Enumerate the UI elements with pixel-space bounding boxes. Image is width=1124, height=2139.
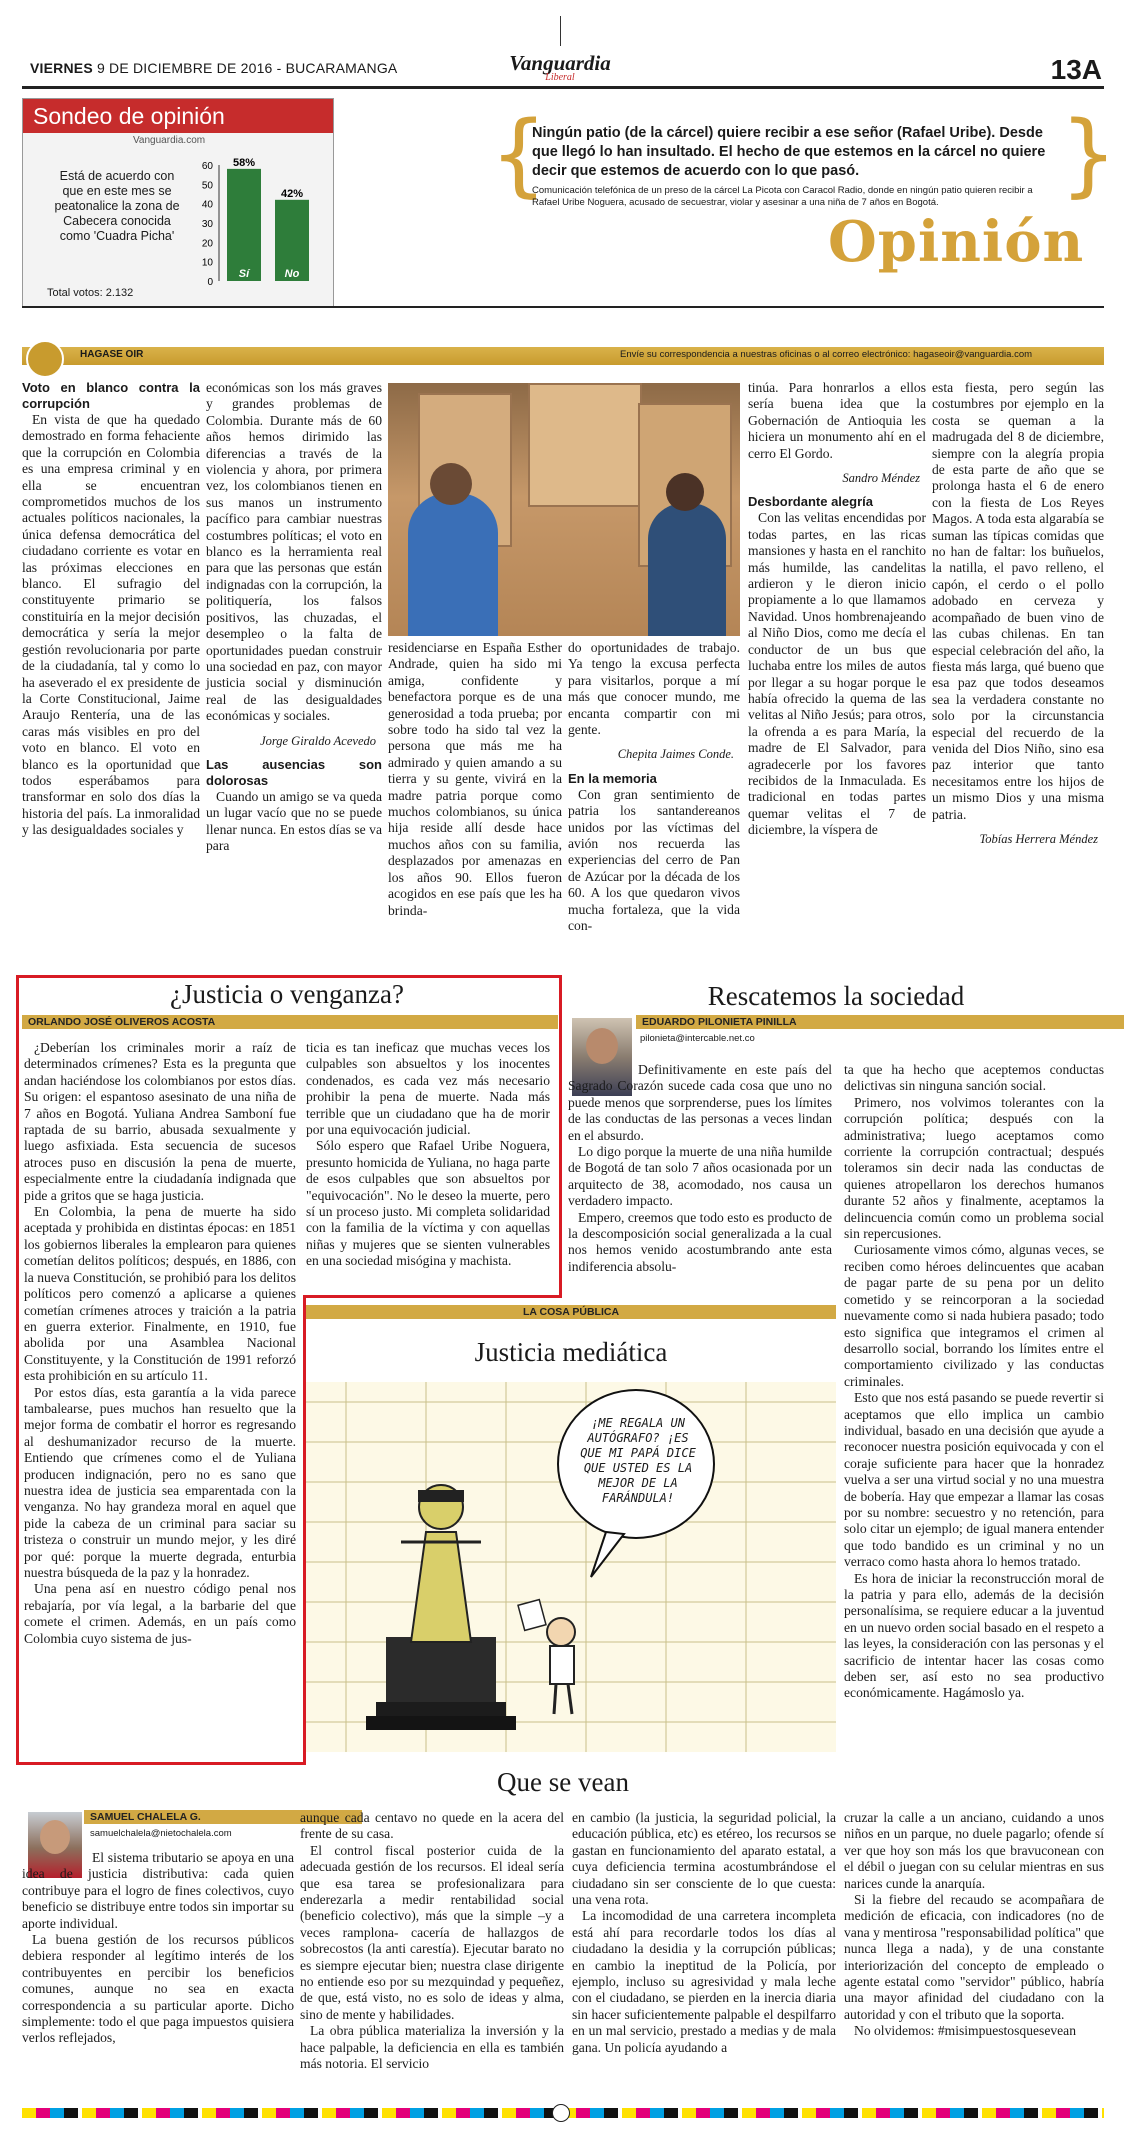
letter-signature: Jorge Giraldo Acevedo [260, 733, 376, 748]
article3-paragraph: La incomodidad de una carretera incompleta está ahí para recordarle todos los días al ciudadano la desidia y la corrupción públicas; en cambio la ineptitud de la Policía, por ejemplo, incluso su agresividad y mala leche con el ciudadano, se pierden en la inercia diaria sin hacer suficientemente palpable el despilfarro en un mal servicio, prestado a medias y de mala gana. Un policía ayudando a [572, 1908, 836, 2055]
letters-col-1 [22, 380, 200, 839]
article1-paragraph: ticia es tan ineficaz que muchas veces los culpables son absueltos y los inocentes condenados, es cada vez más necesario prohibir la pena de muerte. Nada más terrible que un ciudadano que ha de morir por una equivocación judicial. [306, 1040, 550, 1138]
masthead-weekday: VIERNES [30, 60, 93, 76]
letters-col-3 [388, 640, 562, 919]
poll-question: Está de acuerdo con que en este mes se peatonalice la zona de Cabecera conocida como 'Cuadra Picha' [54, 169, 180, 243]
article2-email: pilonieta@intercable.net.co [640, 1033, 755, 1044]
letter-headline: Desbordante alegría [748, 494, 873, 510]
letter-paragraph: residenciarse en España Esther Andrade, quien ha sido mi amiga, confidente y benefactora porque es de una generosidad a toda prueba; por sobre todo ha sido tal vez la persona que más me ha admirado y quien amando a su tierra y su gente, vivirá en la madre patria porque como muchos colombianos, su única hija reside allí desde hace muchos años con su familia, desplazados por amenazas en los años 90. Ellos fueron acogidos en ese país que les ha brinda- [388, 640, 562, 918]
article3-col-4 [844, 1810, 1104, 2040]
poll-axis-tick: 0 [207, 277, 213, 288]
article2-paragraph: Es hora de iniciar la reconstrucción moral de la patria y para ello, además de la decisión personalísima, se requiere educar a la juventud en un nuevo orden social basado en el respeto a las leyes, la consideración con las personas y el sacrificio de intentar hacer las cosas como deben ser, así esto no sea productivo económicamente. Hagámoslo ya. [844, 1570, 1104, 1701]
article1-title: ¿Justicia o venganza? [170, 979, 404, 1009]
poll-total: Total votos: 2.132 [47, 287, 134, 299]
article1-col-2 [306, 1040, 550, 1270]
poll-box [22, 98, 334, 308]
quote-text: Ningún patio (de la cárcel) quiere recibir a ese señor (Rafael Uribe). Desde que llegó lo han insultado. El hecho de que estemos en la cárcel no quiere decir que estemos de acuerdo con lo que pasó. [532, 125, 1046, 179]
article3-paragraph: en cambio (la justicia, la seguridad policial, la educación pública, etc) es etéreo, los recursos se gastan en funcionamiento del aparato estatal, a cuya deficiencia termina acostumbrándose el ciudadano sin ser consciente de lo que cuesta: una vena rota. [572, 1810, 836, 1908]
letter-signature: Chepita Jaimes Conde. [617, 747, 734, 762]
letter-paragraph: esta fiesta, pero según las costumbres por ejemplo en la costa se queman a la madrugada del 8 de diciembre, siempre con la alegría propia de esta parte de año que se prolonga hasta el 6 de enero con la fiesta de Los Reyes Magos. A toda esta algarabía se suman las típicas comidas que no han de faltar: los buñuelos, la natilla, el pavo relleno, el capón, el cerdo o el pollo adobado en cerveza y acompañado de buen vino de las cubas chilenas. En tan especial celebración del año, la fiesta más larga, qué bueno que esa paz que todos deseamos sea la verdadera constante no solo por la circunstancia especial del recuerdo de la venida del Dios Niño, sino esa paz interior que tanto necesitamos entre los hijos de un mismo Dios y una misma patria. [932, 380, 1104, 822]
article2-paragraph: ta que ha hecho que aceptemos conductas delictivas sin ninguna sanción social. [844, 1062, 1104, 1094]
letter-paragraph: económicas son los más graves y grandes problemas de Colombia. Durante más de 60 años hemos dirimido las diferencias a través de la violencia y ahora, por primera vez, los colombianos tienen en sus manos un instrumento pacífico para cambiar nuestras costumbres políticas; el voto en blanco es la herramienta real para que las personas que están indignadas con la corrupción, la politiquería, los falsos positivos, las chuzadas, el desempleo o la falta de oportunidades puedan construir una sociedad en paz, con mayor justicia social y disminución real de las desigualdades económicas y sociales. [206, 380, 382, 724]
letters-col-5 [748, 380, 926, 839]
article3-email: samuelchalela@nietochalela.com [90, 1828, 232, 1839]
article2-paragraph: Empero, creemos que todo esto es producto de la descomposición social generalizada a la cual nos hemos venido acostumbrando ante esta indiferencia absolu- [568, 1209, 832, 1274]
letter-headline: En la memoria [568, 770, 657, 786]
letter-paragraph: do oportunidades de trabajo. Ya tengo la excusa perfecta para visitarlos, porque a mí más que conocer mundo, me encanta compartir con mi gente. [568, 640, 740, 738]
poll-bar-label: No [284, 268, 300, 280]
article1-author: ORLANDO JOSÉ OLIVEROS ACOSTA [22, 1015, 558, 1029]
logo-text: Vanguardia [509, 51, 611, 75]
poll-bar-value: 58% [232, 157, 256, 169]
article3-paragraph: La buena gestión de los recursos públicos debiera responder al legítimo interés de los contribuyentes en percibir los beneficios comunes, aunque no sea en exacta correspondencia a su particular aporte. Dicho simplemente: todo el que paga impuestos quisiera verlos reflejados, [22, 1932, 294, 2046]
article2-author: EDUARDO PILONIETA PINILLA [568, 1015, 1124, 1029]
masthead-rule [22, 86, 1104, 89]
letters-ear-icon [26, 340, 64, 378]
article3-paragraph: El sistema tributario se apoya en una idea de justicia distributiva: cada quien contribuye para el logro de fines colectivos, cuyo beneficio se distribuye entre todos sin importar su aporte individual. [22, 1850, 294, 1931]
article1-paragraph: Una pena así en nuestro código penal nos rebajaría, por vía legal, a la barbarie del que comete el crimen. Además, en un país como Colombia cuyo sistema de jus- [24, 1581, 296, 1646]
poll-axis-tick: 60 [201, 161, 213, 172]
section-title: Opinión [828, 209, 1085, 275]
letter-headline: Las ausencias son dolorosas [206, 756, 382, 788]
article3-paragraph: aunque cada centavo no quede en la acera del frente de su casa. [300, 1810, 564, 1842]
article2-paragraph: Esto que nos está pasando se puede revertir si aceptamos que ello implica un cambio individual, basado en una decisión que ayude a reconocer nuestra posición equivocada y con el coraje suficiente para hacer que la honradez vuelva a ser una virtud social y no una muestra de bobería. Hay que empezar a llamar las cosas por su nombre: secuestro y no retención, para solo citar un ejemplo; de igual manera entender que todo bandido es un criminal y no un verraco como hasta ahora lo hemos tratado. [844, 1390, 1104, 1570]
letters-col-2 [206, 380, 382, 855]
letter-paragraph: Con gran sentimiento de patria los santandereanos unidos por las víctimas del avión nos recuerda las experiencias del cerro de Pan de Azúcar por la década de los 60. A los que quedaron vivos mucha fortaleza, que la vida con- [568, 786, 740, 934]
article3-paragraph: El control fiscal posterior cuida de la adecuada gestión de los recursos. El ideal sería que esa tarea se profesionalizara para enderezarla a medir rentabilidad social (beneficio colectivo), más que la simple –y a veces ramplona- cacería de hallazgos de sobrecostos (la anti carestía). Ejecutar barato no es siempre ejecutar bien; nuestra clase dirigente no entiende eso por su mezquindad y pequeñez, de que, está visto, no es solo de ideas y alma, sino de mente y habilidades. [300, 1842, 564, 2022]
article2-paragraph: Primero, nos volvimos tolerantes con la corrupción política; después con la administrativa; luego aceptamos como corriente la corrupción contractual; después toleramos sin decir nada las conductas de quienes atropellaron los derechos humanos durante 52 años y finalmente, aceptamos la delincuencia común como un problema social sin repercusiones. [844, 1094, 1104, 1242]
voting-booths-photo [388, 383, 740, 636]
article1-paragraph: ¿Deberían los criminales morir a raíz de determinados crímenes? Esta es la pregunta que andan haciéndose los colombianos por estos días. Su origen: el espantoso asesinato de una niña de 7 años en Bogotá. Yuliana Andrea Samboní fue raptada de su barrio, abusada sexualmente y luego asfixiada. Esta secuencia de sucesos atroces puso en discusión la pena de muerte, especialmente entre la ciudadanía indignada que pide a gritos que se haga justicia. [24, 1040, 296, 1203]
poll-bar-value: 42% [280, 187, 304, 200]
page-number: 13A [1050, 54, 1102, 85]
cartoon-speech-bubble: ¡ME REGALA UN AUTÓGRAFO? ¡ES QUE MI PAPÁ DICE QUE USTED ES LA MEJOR DE LA FARÁNDULA! [580, 1416, 696, 1505]
poll-source: Vanguardia.com [133, 135, 206, 146]
article3-paragraph: Si la fiebre del recaudo se acompañara de medición de eficacia, con indicadores (no de vana y mentirosa "responsabilidad política" que nunca llega a nada), y de una constante interiorización del concepto de empleado o agente estatal como "servidor" público, habría una mayor afinidad del ciudadano con la autoridad y con el tributo que la soporta. [844, 1892, 1104, 2022]
cartoon-title: Justicia mediática [474, 1337, 668, 1367]
poll-axis-tick: 10 [201, 257, 213, 269]
quote-close-brace: } [1060, 102, 1118, 207]
article1-paragraph: En Colombia, la pena de muerte ha sido aceptada y prohibida en distintas épocas: en 1851 los gobiernos liberales la emplearon para quienes cometían delitos políticos; después, en 1886, con la nueva Constitución, se prohibió para los delitos políticos pero comenzó a aplicarse a quienes cometían crímenes atroces y traición a la patria en guerra exterior. Finalmente, en 1910, fue abolida por una Asamblea Nacional Constituyente, y la Constitución de 1991 reforzó esta prohibición en su artículo 11. [24, 1204, 296, 1384]
top-crop-mark [560, 16, 561, 46]
poll-axis-tick: 50 [201, 180, 213, 192]
letter-signature: Tobías Herrera Méndez [979, 831, 1098, 846]
article3-title: Que se vean [497, 1767, 629, 1797]
highlight-box-bottom [16, 1762, 306, 1765]
highlight-box-step [303, 1295, 559, 1298]
masthead-date-rest: 9 DE DICIEMBRE DE 2016 - BUCARAMANGA [96, 60, 398, 76]
article3-col-1 [22, 1850, 294, 2047]
article3-paragraph: La obra pública materializa la inversión y la hace palpable, la deficiencia en ella es también más notoria. El servicio [300, 2023, 564, 2072]
letters-label: HAGASE OIR [80, 349, 144, 360]
poll-chart [193, 157, 325, 297]
masthead-date [30, 60, 397, 76]
article2-col-2 [844, 1062, 1104, 1702]
poll-axis-tick: 20 [201, 238, 213, 250]
quote-open-brace: { [490, 102, 548, 207]
logo-sub: Liberal [545, 72, 575, 83]
quote-source: Comunicación telefónica de un preso de la cárcel La Picota con Caracol Radio, donde en ningún patio quieren recibir a Rafael Uribe Noguera, acusado de secuestrar, violar y asesinar a una niña de 7 años en Bogotá. [532, 185, 1033, 208]
highlight-box-lower-left [16, 1295, 19, 1765]
poll-bar-label: Sí [238, 268, 250, 280]
letter-headline: Voto en blanco contra la corrupción [22, 380, 200, 411]
letter-signature: Sandro Méndez [842, 471, 920, 486]
registration-target-icon [552, 2104, 570, 2122]
poll-axis-tick: 30 [201, 219, 213, 230]
article3-paragraph: No olvidemos: #misimpuestosquesevean [854, 2023, 1077, 2039]
article2-title: Rescatemos la sociedad [707, 981, 965, 1011]
article2-col-1 [568, 1062, 832, 1275]
letters-col-4 [568, 640, 740, 935]
article2-paragraph: Definitivamente en este país del Sagrado Corazón sucede cada cosa que uno no puede menos que sorprenderse, pues los límites de las conductas de las personas a veces lindan en el absurdo. [568, 1062, 832, 1143]
article3-col-2 [300, 1810, 564, 2073]
article1-paragraph: Sólo espero que Rafael Uribe Noguera, presunto homicida de Yuliana, no haga parte de esos culpables que son absueltos por "equivocación". No le deseo la muerte, pero sí un proceso justo. Mi completa solidaridad con la familia de la víctima y con aquellas niñas y mujeres que se sienten vulnerables en una sociedad misógina y machista. [306, 1138, 550, 1269]
article1-paragraph: Por estos días, esta garantía a la vida parece tambalearse, pues muchos han resuelto que la mejor forma de combatir el horror es regresando al deshumanizador recurso de la muerte. Entiendo que crímenes como el de Yuliana producen indignación, pero no es sano que nuestra idea de justicia sea emparentada con la venganza. No hay grandeza moral en aquel que pide la cabeza de un criminal para saciar su tristeza o construir un mundo mejor, y les diré por qué: porque la muerte degrada, enturbia nuestra búsqueda de la paz y la honradez. [24, 1384, 296, 1580]
article2-paragraph: Lo digo porque la muerte de una niña humilde de Bogotá de tan solo 7 años ocasionada por un arquitecto de 38, acomodado, nos causa un verdadero impacto. [568, 1144, 832, 1209]
cartoon-section: LA COSA PÚBLICA [306, 1305, 836, 1319]
cartoon-drawing [306, 1382, 836, 1752]
poll-bar [227, 169, 261, 281]
letter-paragraph: En vista de que ha quedado demostrado en forma fehaciente que la corrupción en Colombia es una empresa criminal y en ella se encuentran comprometidos muchos de los actuales políticos nacionales, la única defensa democrática del ciudadano corriente es votar en las próximas elecciones en blanco. El sufragio del constituyente primario se constituiría en la mejor decisión democrática y sería la mejor gestión revolucionaria por parte de la ciudadanía, tal y como lo ha aseverado el ex presidente de la Corte Constitucional, Jaime Araujo Rentería, una de las caras más visibles en pro del voto en blanco. El voto en blanco es la oportunidad que todos esperábamos para transformar en solo dos días la historia del país. La inmoralidad y las desigualdades sociales y [22, 412, 200, 838]
letter-paragraph: tinúa. Para honrarlos a ellos sería buena idea que la Gobernación de Antioquia les hiciera un monumento ahí en el cerro El Gordo. [748, 380, 926, 461]
letters-contact: Envíe su correspondencia a nuestras oficinas o al correo electrónico: hagaseoir@vanguardia.com [620, 349, 1033, 360]
letter-paragraph: Con las velitas encendidas por todas partes, en las ricas mansiones y hasta en el ranchito más humilde, las candelitas ardieron y le dieron inicio propiamente a lo que llamamos Navidad. Unos hombrenajeando al Niño Dios, como me decía el conductor de un bus que luchaba entre los miles de autos por llegar a su hogar porque le había ofrecido la quema de las velitas al Niño Jesús; para otros, la ofrenda a es para María, la madre de El Salvador, para agradecerle por los favores recibidos de la Inmaculada. Es tradicional en todas partes quemar velitas el 7 de diciembre, la víspera de [748, 510, 926, 838]
letters-col-6 [932, 380, 1104, 855]
poll-axis-tick: 40 [201, 199, 213, 211]
article3-col-3 [572, 1810, 836, 2056]
masthead-logo [500, 53, 620, 83]
section-rule [22, 306, 1104, 308]
article3-paragraph: cruzar la calle a un anciano, cuidando a unos niños en un parque, no duele pagarlo; ofende sí ver que hoy son más los que bravuconean con el débil o juegan con su celular mientras en sus narices cunde la anarquía. [844, 1810, 1104, 1891]
article2-paragraph: Curiosamente vimos cómo, algunas veces, se reciben como héroes delincuentes que acaban de pagar parte de su pena por un delito cometido y se reincorporan a la sociedad nuevamente como si nada hubiera pasado; todo esto significa que integramos el crimen al desarrollo social, borrando los límites entre el comportamiento civilizado y las conductas criminales. [844, 1242, 1104, 1389]
article1-col-1 [24, 1040, 296, 1647]
article3-author: SAMUEL CHALELA G. [22, 1810, 362, 1824]
letter-paragraph: Cuando un amigo se va queda un lugar vacío que no se puede llenar nunca. En estos días se va para [206, 788, 382, 854]
poll-title: Sondeo de opinión [23, 99, 333, 133]
cartoon-illustration [306, 1382, 836, 1752]
